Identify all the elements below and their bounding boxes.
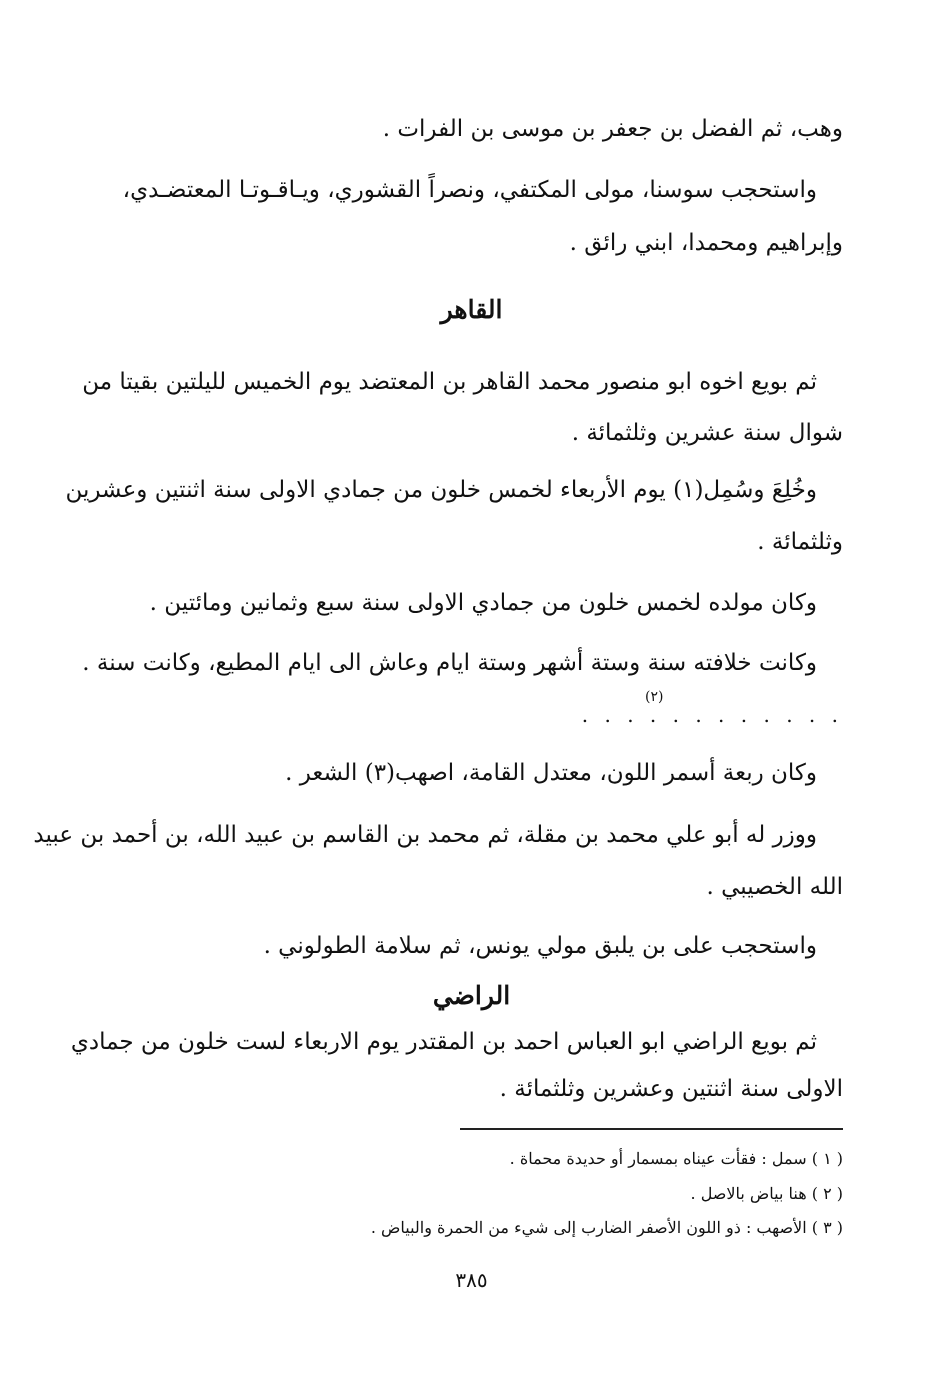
footnote: ( ١ ) سمل : فقأت عيناه بمسمار أو حديدة محماة . [509,1149,843,1168]
footnote: ( ٢ ) هنا بياض بالاصل . [690,1184,843,1203]
paragraph-line: وهب، ثم الفضل بن جعفر بن موسى بن الفرات . [382,116,843,142]
footnote: ( ٣ ) الأصهب : ذو اللون الأصفر الضارب إلى شيء من الحمرة والبياض . [370,1218,843,1237]
paragraph-line: وثلثمائة . [757,529,843,555]
ellipsis-dots: . . . . . . . . . . . . [581,703,843,727]
paragraph-line: وكان مولده لخمس خلون من جمادي الاولى سنة سبع وثمانين ومائتين . [149,590,817,616]
section-heading: الراضي [432,981,511,1010]
paragraph-line: الله الخصيبي . [706,874,843,900]
paragraph-line: ثم بويع اخوه ابو منصور محمد القاهر بن المعتضد يوم الخميس لليلتين بقيتا من [82,369,817,395]
paragraph-line: ووزر له أبو علي محمد بن مقلة، ثم محمد بن القاسم بن عبيد الله، بن أحمد بن عبيد [33,822,817,848]
footnote-marker: (٢) [645,689,664,705]
paragraph-line: وكانت خلافته سنة وستة أشهر وستة ايام وعاش الى ايام المطيع، وكانت سنة . [82,650,817,676]
page-number: ٣٨٥ [455,1268,488,1292]
paragraph-line: الاولى سنة اثنتين وعشرين وثلثمائة . [499,1076,843,1102]
paragraph-line: وخُلِعَ وسُمِل(١) يوم الأربعاء لخمس خلون من جمادي الاولى سنة اثنتين وعشرين [65,477,817,503]
paragraph-line: وكان ربعة أسمر اللون، معتدل القامة، اصهب(٣) الشعر . [285,760,817,786]
paragraph-line: واستحجب سوسنا، مولى المكتفي، ونصراً القشوري، ويـاقـوتـا المعتضـدي، [122,177,817,203]
paragraph-line: ثم بويع الراضي ابو العباس احمد بن المقتدر يوم الاربعاء لست خلون من جمادي [70,1029,817,1055]
paragraph-line: وإبراهيم ومحمدا، ابني رائق . [569,230,843,256]
footnote-divider [460,1128,843,1130]
section-heading: القاهر [440,295,503,324]
paragraph-line: شوال سنة عشرين وثلثمائة . [571,420,843,446]
paragraph-line: واستحجب على بن يلبق مولي يونس، ثم سلامة الطولوني . [263,933,817,959]
